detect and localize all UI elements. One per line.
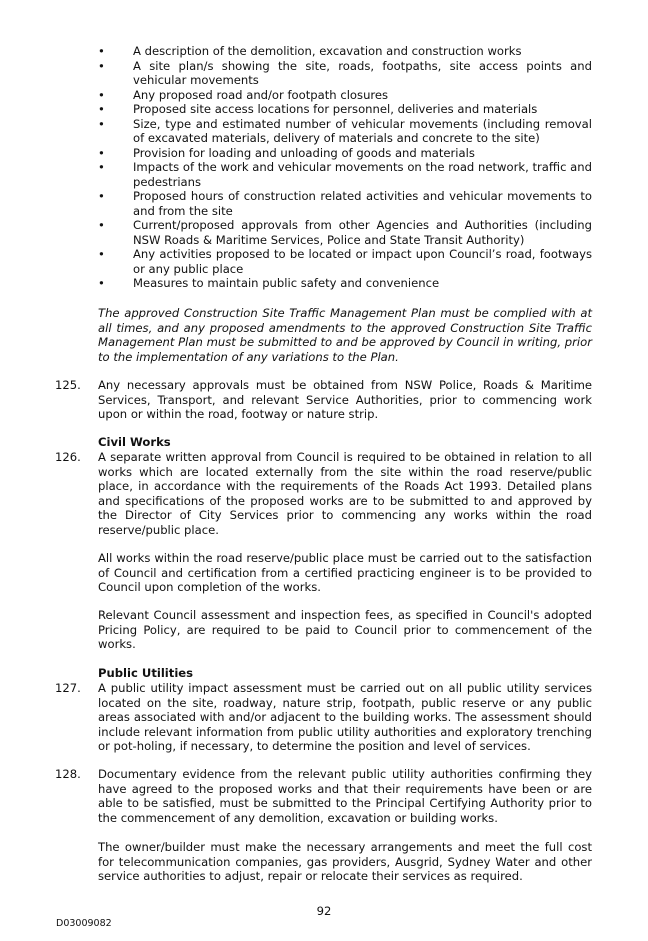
condition-126-paragraph-2: All works within the road reserve/public place must be carried out to the satisfaction of Council and certification from a certified practicing engineer is to be provided to Council upon completion of the works. xyxy=(98,551,592,594)
bullet-icon: • xyxy=(98,87,105,102)
condition-128-text: Documentary evidence from the relevant public utility authorities confirming they have agreed to the proposed works and that their requirements have been or are able to be satisfied, must be submitted to the Principal Certifying Authority prior to the commencement of any demolition, excavation or building works. xyxy=(98,767,592,825)
public-utilities-heading: Public Utilities xyxy=(98,666,194,680)
list-item: • Provision for loading and unloading of goods and materials xyxy=(98,145,475,160)
bullet-icon: • xyxy=(98,189,105,203)
list-item: • A site plan/s showing the site, roads, footpaths, site access points and vehicular movements xyxy=(98,58,592,87)
condition-128-paragraph-2: The owner/builder must make the necessary arrangements and meet the full cost for telecommunication companies, gas providers, Ausgrid, Sydney Water and other service authorities to adjust, repair or relocate their services as required. xyxy=(98,840,592,883)
list-item: • Size, type and estimated number of vehicular movements (including removal of excavated materials, delivery of materials and concrete to the site) xyxy=(98,116,592,145)
bullet-icon: • xyxy=(98,247,105,261)
bullet-icon: • xyxy=(98,218,105,232)
list-item: • A description of the demolition, excavation and construction works xyxy=(98,44,522,58)
bullet-icon: • xyxy=(98,102,105,116)
list-item: • Measures to maintain public safety and convenience xyxy=(98,276,440,290)
bullet-icon: • xyxy=(98,58,105,73)
bullet-icon: • xyxy=(98,116,105,131)
condition-number-126: 126. xyxy=(55,450,81,464)
condition-127-text: A public utility impact assessment must be carried out on all public utility services located on the site, roadway, nature strip, footpath, public reserve or any public areas associated with and/or adjacent to the building works. The assessment should include relevant information from public utility authorities and exploratory trenching or pot-holing, if necessary, to determine the position and level of services. xyxy=(98,681,592,753)
condition-number-127: 127. xyxy=(55,681,81,695)
bullet-icon: • xyxy=(98,44,105,58)
condition-126-paragraph-3: Relevant Council assessment and inspection fees, as specified in Council's adopted Pricing Policy, are required to be paid to Council prior to commencement of the works. xyxy=(98,608,592,651)
bullet-icon: • xyxy=(98,276,105,290)
bullet-icon: • xyxy=(98,160,105,174)
list-item: • Any activities proposed to be located or impact upon Council’s road, footways or any public place xyxy=(98,247,592,276)
list-item: • Proposed site access locations for personnel, deliveries and materials xyxy=(98,102,538,116)
list-item: • Any proposed road and/or footpath closures xyxy=(98,87,389,102)
document-id: D03009082 xyxy=(56,918,112,929)
bullet-icon: • xyxy=(98,145,105,160)
condition-number-128: 128. xyxy=(55,767,81,781)
condition-126-text: A separate written approval from Council is required to be obtained in relation to all works which are located externally from the site within the road reserve/public place, in accordance with the requirements of the Roads Act 1993. Detailed plans and specifications of the proposed works are to be submitted to and approved by the Director of City Services prior to commencing any works within the road reserve/public place. xyxy=(98,450,592,537)
ctmp-requirements-list xyxy=(98,44,592,291)
ctmp-compliance-note: The approved Construction Site Traffic Management Plan must be complied with at all times, and any proposed amendments to the approved Construction Site Traffic Management Plan must be submitted to and be approved by Council in writing, prior to the implementation of any variations to the Plan. xyxy=(98,306,592,364)
list-item: • Impacts of the work and vehicular movements on the road network, traffic and pedestrians xyxy=(98,160,592,189)
list-item: • Current/proposed approvals from other Agencies and Authorities (including NSW Roads & Maritime Services, Police and State Transit Authority) xyxy=(98,218,592,247)
page-number: 92 xyxy=(316,904,332,918)
civil-works-heading: Civil Works xyxy=(98,435,171,449)
condition-number-125: 125. xyxy=(55,378,81,392)
list-item: • Proposed hours of construction related activities and vehicular movements to and from the site xyxy=(98,189,592,218)
condition-125-text: Any necessary approvals must be obtained from NSW Police, Roads & Maritime Services, Transport, and relevant Service Authorities, prior to commencing work upon or within the road, footway or nature strip. xyxy=(98,378,592,421)
